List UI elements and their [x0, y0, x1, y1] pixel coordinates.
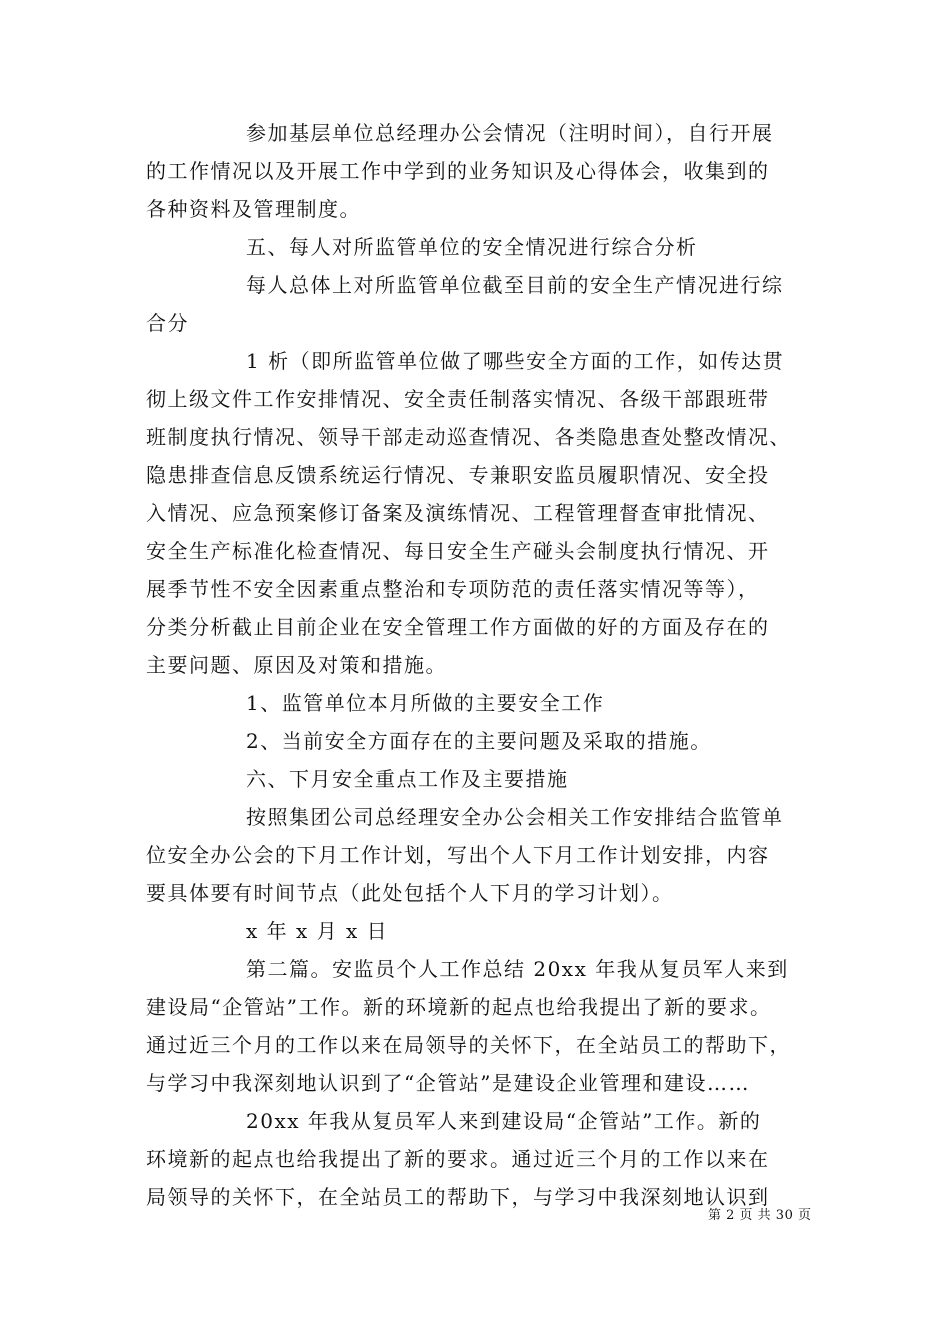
section-heading: 五、每人对所监管单位的安全情况进行综合分析: [246, 235, 698, 259]
text-line: 局领导的关怀下，在全站员工的帮助下，与学习中我深刻地认识到: [146, 1185, 770, 1209]
list-item: 1、监管单位本月所做的主要安全工作: [246, 691, 605, 715]
text-line: 分类分析截止目前企业在安全管理工作方面做的好的方面及存在的: [146, 615, 770, 639]
page-number: 第 2 页 共 30 页: [708, 1208, 812, 1223]
text-line: 环境新的起点也给我提出了新的要求。通过近三个月的工作以来在: [146, 1147, 770, 1171]
text-line: 每人总体上对所监管单位截至目前的安全生产情况进行综: [246, 273, 784, 297]
section-heading: 六、下月安全重点工作及主要措施: [246, 767, 569, 791]
text-line: 与学习中我深刻地认识到了“企管站”是建设企业管理和建设……: [146, 1071, 750, 1095]
text-line: 20xx 年我从复员军人来到建设局“企管站”工作。新的: [246, 1109, 762, 1133]
text-line: 各种资料及管理制度。: [146, 197, 361, 221]
text-line: 要具体要有时间节点（此处包括个人下月的学习计划）。: [146, 881, 674, 905]
list-item: 2、当前安全方面存在的主要问题及采取的措施。: [246, 729, 712, 753]
date-line: x 年 x 月 x 日: [246, 919, 389, 943]
text-line: 合分: [146, 311, 189, 335]
text-line: 建设局“企管站”工作。新的环境新的起点也给我提出了新的要求。: [146, 995, 772, 1019]
text-line: 主要问题、原因及对策和措施。: [146, 653, 447, 677]
text-line: 班制度执行情况、领导干部走动巡查情况、各类隐患查处整改情况、: [146, 425, 791, 449]
text-line: 彻上级文件工作安排情况、安全责任制落实情况、各级干部跟班带: [146, 387, 770, 411]
text-line: 通过近三个月的工作以来在局领导的关怀下，在全站员工的帮助下，: [146, 1033, 791, 1057]
text-line: 安全生产标准化检查情况、每日安全生产碰头会制度执行情况、开: [146, 539, 770, 563]
text-line: 按照集团公司总经理安全办公会相关工作安排结合监管单: [246, 805, 784, 829]
text-line: 1 析（即所监管单位做了哪些安全方面的工作，如传达贯: [246, 349, 785, 373]
text-line: 参加基层单位总经理办公会情况（注明时间），自行开展: [246, 121, 774, 145]
text-line: 隐患排查信息反馈系统运行情况、专兼职安监员履职情况、安全投: [146, 463, 770, 487]
text-line: 的工作情况以及开展工作中学到的业务知识及心得体会，收集到的: [146, 159, 770, 183]
text-line: 位安全办公会的下月工作计划，写出个人下月工作计划安排，内容: [146, 843, 770, 867]
text-line: 展季节性不安全因素重点整治和专项防范的责任落实情况等等），: [146, 577, 760, 601]
text-line: 第二篇。安监员个人工作总结 20xx 年我从复员军人来到: [246, 957, 789, 981]
text-line: 入情况、应急预案修订备案及演练情况、工程管理督查审批情况、: [146, 501, 770, 525]
